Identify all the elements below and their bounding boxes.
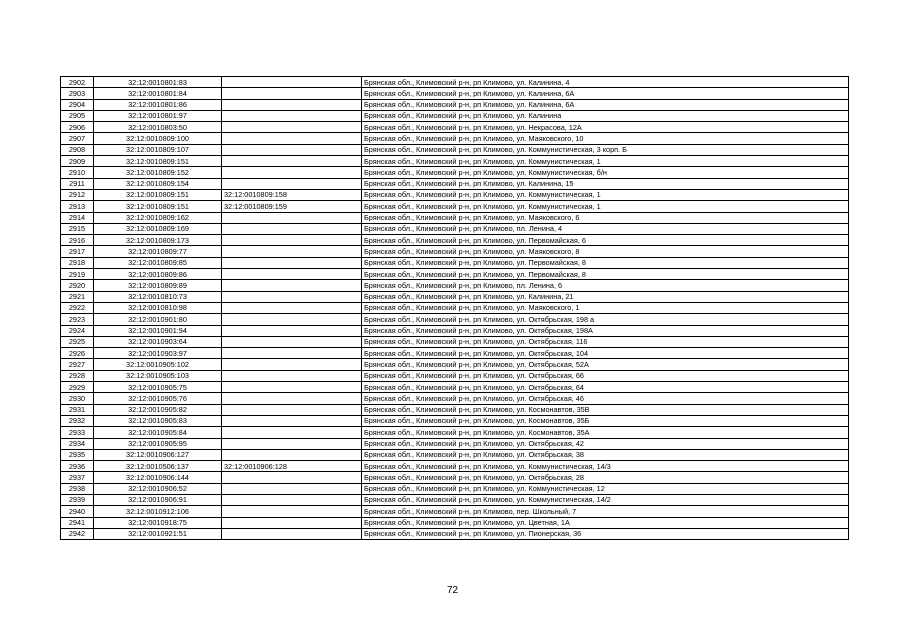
row-number-cell: 2905: [61, 110, 94, 121]
row-number-cell: 2932: [61, 415, 94, 426]
row-number-cell: 2908: [61, 144, 94, 155]
address-cell: Брянская обл., Климовский р-н, рп Климово, ул. Некрасова, 12А: [362, 122, 849, 133]
table-row: [61, 144, 849, 155]
row-number-cell: 2924: [61, 325, 94, 336]
table-row: [61, 393, 849, 404]
cadastral-number-cell: 32:12:0010905:84: [94, 427, 222, 438]
cadastral-number-cell: 32:12:0010801:83: [94, 77, 222, 88]
address-cell: Брянская обл., Климовский р-н, рп Климово, ул. Коммунистическая, 14/2: [362, 494, 849, 505]
cadastral-number-cell: 32:12:0010905:102: [94, 359, 222, 370]
address-cell: Брянская обл., Климовский р-н, рп Климово, ул. Октябрьская, 64: [362, 382, 849, 393]
table-row: [61, 178, 849, 189]
table-row: [61, 167, 849, 178]
row-number-cell: 2910: [61, 167, 94, 178]
address-cell: Брянская обл., Климовский р-н, рп Климово, ул. Октябрьская, 198 а: [362, 314, 849, 325]
address-cell: Брянская обл., Климовский р-н, рп Климово, ул. Калинина, 4: [362, 77, 849, 88]
table-row: [61, 483, 849, 494]
related-cadastral-number-cell: [222, 280, 362, 291]
cadastral-number-cell: 32:12:0010901:94: [94, 325, 222, 336]
cadastral-number-cell: 32:12:0010903:64: [94, 336, 222, 347]
row-number-cell: 2937: [61, 472, 94, 483]
related-cadastral-number-cell: [222, 517, 362, 528]
table-row: [61, 336, 849, 347]
address-cell: Брянская обл., Климовский р-н, рп Климово, ул. Октябрьская, 38: [362, 449, 849, 460]
table-row: [61, 88, 849, 99]
related-cadastral-number-cell: [222, 178, 362, 189]
table-row: [61, 223, 849, 234]
cadastral-number-cell: 32:12:0010809:100: [94, 133, 222, 144]
address-cell: Брянская обл., Климовский р-н, рп Климово, ул. Коммунистическая, 12: [362, 483, 849, 494]
table-row: [61, 348, 849, 359]
row-number-cell: 2926: [61, 348, 94, 359]
cadastral-number-cell: 32:12:0010809:85: [94, 257, 222, 268]
row-number-cell: 2915: [61, 223, 94, 234]
address-cell: Брянская обл., Климовский р-н, рп Климово, ул. Калинина, 21: [362, 291, 849, 302]
table-row: [61, 528, 849, 539]
cadastral-number-cell: 32:12:0010906:91: [94, 494, 222, 505]
table-row: [61, 359, 849, 370]
row-number-cell: 2930: [61, 393, 94, 404]
row-number-cell: 2907: [61, 133, 94, 144]
address-cell: Брянская обл., Климовский р-н, рп Климово, ул. Космонавтов, 35Б: [362, 415, 849, 426]
cadastral-number-cell: 32:12:0010803:50: [94, 122, 222, 133]
page-number: 72: [446, 585, 459, 596]
cadastral-number-cell: 32:12:0010903:97: [94, 348, 222, 359]
address-cell: Брянская обл., Климовский р-н, рп Климово, ул. Цветная, 1А: [362, 517, 849, 528]
address-cell: Брянская обл., Климовский р-н, рп Климово, ул. Первомайская, 6: [362, 235, 849, 246]
address-cell: Брянская обл., Климовский р-н, рп Климово, ул. Калинина, 6А: [362, 88, 849, 99]
cadastral-number-cell: 32:12:0010905:75: [94, 382, 222, 393]
table-row: [61, 382, 849, 393]
row-number-cell: 2934: [61, 438, 94, 449]
table-row: [61, 415, 849, 426]
related-cadastral-number-cell: [222, 325, 362, 336]
row-number-cell: 2935: [61, 449, 94, 460]
table-row: [61, 438, 849, 449]
address-cell: Брянская обл., Климовский р-н, рп Климово, ул. Коммунистическая, 14/3: [362, 461, 849, 472]
address-cell: Брянская обл., Климовский р-н, рп Климово, пл. Ленина, 6: [362, 280, 849, 291]
address-cell: Брянская обл., Климовский р-н, рп Климово, ул. Коммунистическая, 3 корп. Б: [362, 144, 849, 155]
related-cadastral-number-cell: 32:12:0010906:128: [222, 461, 362, 472]
cadastral-number-cell: 32:12:0010801:97: [94, 110, 222, 121]
table-row: [61, 77, 849, 88]
row-number-cell: 2939: [61, 494, 94, 505]
table-row: [61, 201, 849, 212]
related-cadastral-number-cell: [222, 212, 362, 223]
row-number-cell: 2919: [61, 269, 94, 280]
address-cell: Брянская обл., Климовский р-н, рп Климово, ул. Октябрьская, 52А: [362, 359, 849, 370]
row-number-cell: 2914: [61, 212, 94, 223]
address-cell: Брянская обл., Климовский р-н, рп Климово, ул. Коммунистическая, б/н: [362, 167, 849, 178]
address-cell: Брянская обл., Климовский р-н, рп Климово, ул. Октябрьская, 42: [362, 438, 849, 449]
table-row: [61, 246, 849, 257]
cadastral-number-cell: 32:12:0010918:75: [94, 517, 222, 528]
related-cadastral-number-cell: [222, 348, 362, 359]
table-row: [61, 110, 849, 121]
cadastral-number-cell: 32:12:0010906:144: [94, 472, 222, 483]
related-cadastral-number-cell: [222, 415, 362, 426]
related-cadastral-number-cell: [222, 438, 362, 449]
row-number-cell: 2929: [61, 382, 94, 393]
related-cadastral-number-cell: [222, 167, 362, 178]
related-cadastral-number-cell: [222, 483, 362, 494]
address-cell: Брянская обл., Климовский р-н, рп Климово, ул. Первомайская, 8: [362, 257, 849, 268]
address-cell: Брянская обл., Климовский р-н, рп Климово, ул. Октябрьская, 104: [362, 348, 849, 359]
related-cadastral-number-cell: [222, 235, 362, 246]
related-cadastral-number-cell: 32:12:0010809:159: [222, 201, 362, 212]
cadastral-number-cell: 32:12:0010809:151: [94, 189, 222, 200]
row-number-cell: 2903: [61, 88, 94, 99]
cadastral-number-cell: 32:12:0010809:173: [94, 235, 222, 246]
related-cadastral-number-cell: [222, 246, 362, 257]
cadastral-number-cell: 32:12:0010809:162: [94, 212, 222, 223]
row-number-cell: 2918: [61, 257, 94, 268]
related-cadastral-number-cell: [222, 257, 362, 268]
related-cadastral-number-cell: [222, 99, 362, 110]
related-cadastral-number-cell: [222, 314, 362, 325]
row-number-cell: 2927: [61, 359, 94, 370]
related-cadastral-number-cell: [222, 427, 362, 438]
cadastral-number-cell: 32:12:0010905:103: [94, 370, 222, 381]
cadastral-number-cell: 32:12:0010906:52: [94, 483, 222, 494]
cadastral-number-cell: 32:12:0010901:80: [94, 314, 222, 325]
related-cadastral-number-cell: [222, 77, 362, 88]
cadastral-number-cell: 32:12:0010506:137: [94, 461, 222, 472]
cadastral-number-cell: 32:12:0010809:151: [94, 156, 222, 167]
cadastral-number-cell: 32:12:0010905:76: [94, 393, 222, 404]
related-cadastral-number-cell: [222, 528, 362, 539]
row-number-cell: 2936: [61, 461, 94, 472]
table-row: [61, 235, 849, 246]
address-cell: Брянская обл., Климовский р-н, рп Климово, ул. Коммунистическая, 1: [362, 156, 849, 167]
cadastral-number-cell: 32:12:0010809:86: [94, 269, 222, 280]
row-number-cell: 2902: [61, 77, 94, 88]
related-cadastral-number-cell: [222, 472, 362, 483]
table-row: [61, 122, 849, 133]
row-number-cell: 2916: [61, 235, 94, 246]
table-row: [61, 427, 849, 438]
related-cadastral-number-cell: [222, 506, 362, 517]
related-cadastral-number-cell: [222, 382, 362, 393]
cadastral-number-cell: 32:12:0010809:152: [94, 167, 222, 178]
related-cadastral-number-cell: [222, 336, 362, 347]
related-cadastral-number-cell: [222, 223, 362, 234]
table-row: [61, 302, 849, 313]
table-row: [61, 280, 849, 291]
table-row: [61, 370, 849, 381]
table-row: [61, 325, 849, 336]
table-row: [61, 257, 849, 268]
related-cadastral-number-cell: [222, 393, 362, 404]
cadastral-number-cell: 32:12:0010810:73: [94, 291, 222, 302]
table-row: [61, 461, 849, 472]
row-number-cell: 2912: [61, 189, 94, 200]
cadastral-number-cell: 32:12:0010809:77: [94, 246, 222, 257]
cadastral-number-cell: 32:12:0010809:169: [94, 223, 222, 234]
row-number-cell: 2931: [61, 404, 94, 415]
table-row: [61, 494, 849, 505]
row-number-cell: 2921: [61, 291, 94, 302]
table-row: [61, 517, 849, 528]
related-cadastral-number-cell: [222, 370, 362, 381]
table-row: [61, 133, 849, 144]
address-cell: Брянская обл., Климовский р-н, рп Климово, ул. Маяковского, 1: [362, 302, 849, 313]
related-cadastral-number-cell: 32:12:0010809:158: [222, 189, 362, 200]
row-number-cell: 2928: [61, 370, 94, 381]
related-cadastral-number-cell: [222, 359, 362, 370]
table-row: [61, 99, 849, 110]
address-cell: Брянская обл., Климовский р-н, рп Климово, ул. Октябрьская, 116: [362, 336, 849, 347]
cadastral-number-cell: 32:12:0010809:89: [94, 280, 222, 291]
related-cadastral-number-cell: [222, 404, 362, 415]
address-cell: Брянская обл., Климовский р-н, рп Климово, ул. Маяковского, 8: [362, 246, 849, 257]
cadastral-number-cell: 32:12:0010921:51: [94, 528, 222, 539]
related-cadastral-number-cell: [222, 88, 362, 99]
cadastral-number-cell: 32:12:0010810:98: [94, 302, 222, 313]
table-row: [61, 189, 849, 200]
address-cell: Брянская обл., Климовский р-н, рп Климово, ул. Октябрьская, 66: [362, 370, 849, 381]
row-number-cell: 2917: [61, 246, 94, 257]
related-cadastral-number-cell: [222, 494, 362, 505]
address-cell: Брянская обл., Климовский р-н, рп Климово, ул. Коммунистическая, 1: [362, 189, 849, 200]
row-number-cell: 2942: [61, 528, 94, 539]
address-cell: Брянская обл., Климовский р-н, рп Климово, пер. Школьный, 7: [362, 506, 849, 517]
cadastral-number-cell: 32:12:0010809:154: [94, 178, 222, 189]
row-number-cell: 2909: [61, 156, 94, 167]
cadastral-number-cell: 32:12:0010809:107: [94, 144, 222, 155]
related-cadastral-number-cell: [222, 302, 362, 313]
address-cell: Брянская обл., Климовский р-н, рп Климово, ул. Калинина, 6А: [362, 99, 849, 110]
table-row: [61, 212, 849, 223]
address-cell: Брянская обл., Климовский р-н, рп Климово, ул. Маяковского, 6: [362, 212, 849, 223]
address-cell: Брянская обл., Климовский р-н, рп Климово, ул. Октябрьская, 198А: [362, 325, 849, 336]
table-row: [61, 269, 849, 280]
cadastral-number-cell: 32:12:0010905:95: [94, 438, 222, 449]
property-registry-table: [60, 76, 849, 540]
table-row: [61, 472, 849, 483]
address-cell: Брянская обл., Климовский р-н, рп Климово, пл. Ленина, 4: [362, 223, 849, 234]
table-row: [61, 404, 849, 415]
related-cadastral-number-cell: [222, 449, 362, 460]
address-cell: Брянская обл., Климовский р-н, рп Климово, ул. Октябрьская, 46: [362, 393, 849, 404]
cadastral-number-cell: 32:12:0010801:86: [94, 99, 222, 110]
address-cell: Брянская обл., Климовский р-н, рп Климово, ул. Космонавтов, 35А: [362, 427, 849, 438]
address-cell: Брянская обл., Климовский р-н, рп Климово, ул. Калинина, 15: [362, 178, 849, 189]
cadastral-number-cell: 32:12:0010912:106: [94, 506, 222, 517]
table-row: [61, 314, 849, 325]
row-number-cell: 2923: [61, 314, 94, 325]
row-number-cell: 2938: [61, 483, 94, 494]
related-cadastral-number-cell: [222, 110, 362, 121]
row-number-cell: 2925: [61, 336, 94, 347]
table-row: [61, 291, 849, 302]
row-number-cell: 2904: [61, 99, 94, 110]
cadastral-number-cell: 32:12:0010801:84: [94, 88, 222, 99]
row-number-cell: 2920: [61, 280, 94, 291]
address-cell: Брянская обл., Климовский р-н, рп Климово, ул. Калинина: [362, 110, 849, 121]
related-cadastral-number-cell: [222, 122, 362, 133]
address-cell: Брянская обл., Климовский р-н, рп Климово, ул. Маяковского, 10: [362, 133, 849, 144]
address-cell: Брянская обл., Климовский р-н, рп Климово, ул. Космонавтов, 35В: [362, 404, 849, 415]
cadastral-number-cell: 32:12:0010905:82: [94, 404, 222, 415]
cadastral-number-cell: 32:12:0010905:83: [94, 415, 222, 426]
related-cadastral-number-cell: [222, 156, 362, 167]
row-number-cell: 2913: [61, 201, 94, 212]
row-number-cell: 2941: [61, 517, 94, 528]
table-row: [61, 156, 849, 167]
row-number-cell: 2911: [61, 178, 94, 189]
related-cadastral-number-cell: [222, 269, 362, 280]
row-number-cell: 2922: [61, 302, 94, 313]
cadastral-number-cell: 32:12:0010906:127: [94, 449, 222, 460]
address-cell: Брянская обл., Климовский р-н, рп Климово, ул. Коммунистическая, 1: [362, 201, 849, 212]
cadastral-number-cell: 32:12:0010809:151: [94, 201, 222, 212]
address-cell: Брянская обл., Климовский р-н, рп Климово, ул. Первомайская, 8: [362, 269, 849, 280]
related-cadastral-number-cell: [222, 133, 362, 144]
table-row: [61, 506, 849, 517]
address-cell: Брянская обл., Климовский р-н, рп Климово, ул. Октябрьская, 28: [362, 472, 849, 483]
row-number-cell: 2940: [61, 506, 94, 517]
registry-table-body: [61, 77, 849, 540]
table-row: [61, 449, 849, 460]
row-number-cell: 2933: [61, 427, 94, 438]
related-cadastral-number-cell: [222, 291, 362, 302]
address-cell: Брянская обл., Климовский р-н, рп Климово, ул. Пионерская, 36: [362, 528, 849, 539]
related-cadastral-number-cell: [222, 144, 362, 155]
row-number-cell: 2906: [61, 122, 94, 133]
